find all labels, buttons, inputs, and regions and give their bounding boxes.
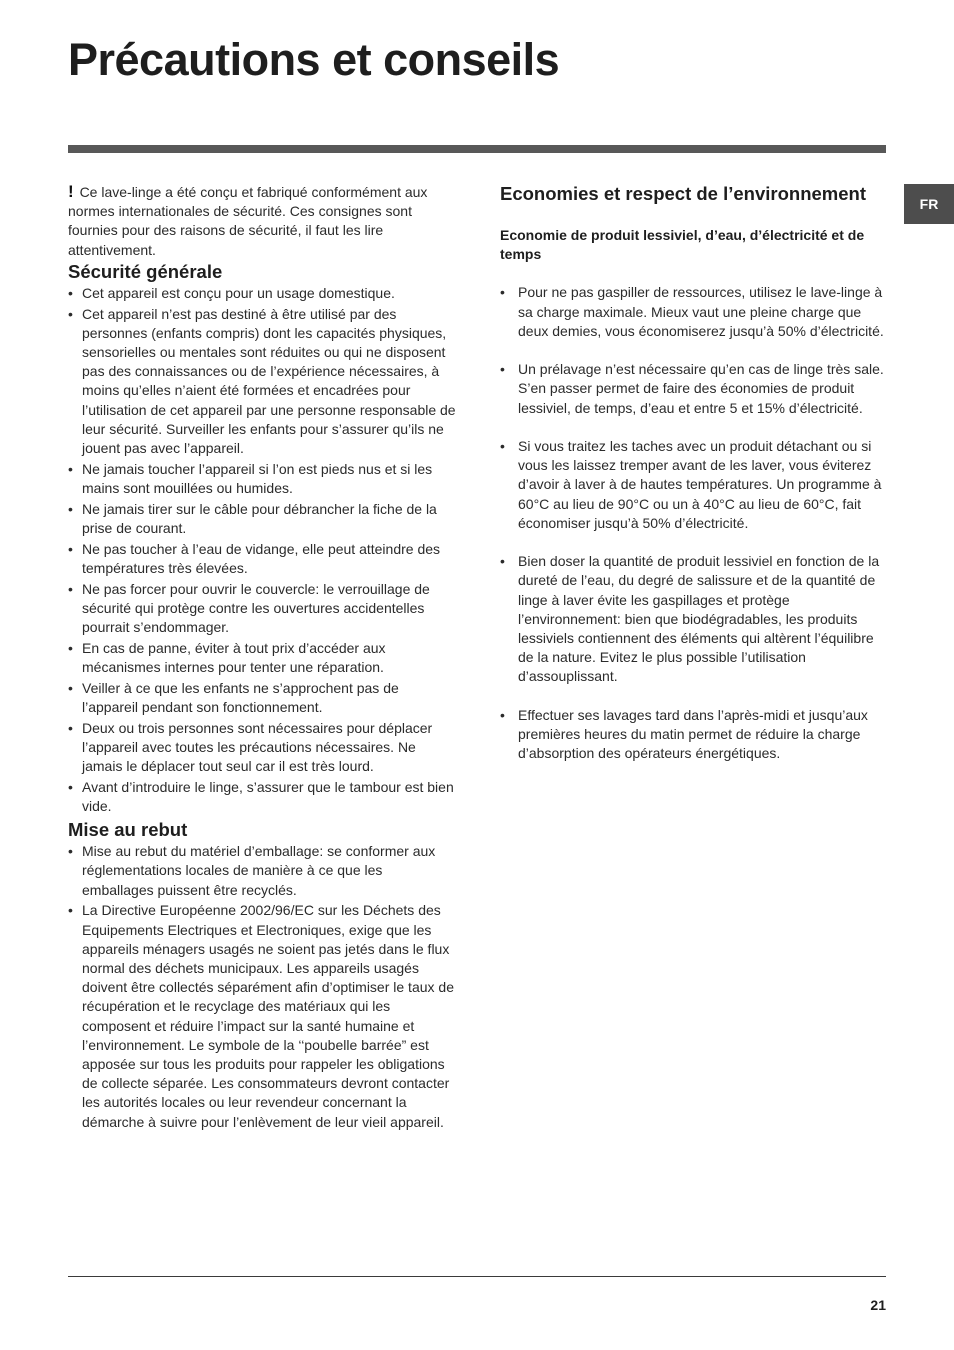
economies-list <box>500 283 886 763</box>
warning-icon: ! <box>68 182 74 201</box>
right-column <box>500 182 886 783</box>
list-item: • Cet appareil est conçu pour un usage domestique. <box>68 284 456 303</box>
rebut-heading: Mise au rebut <box>68 819 188 841</box>
list-item: • Pour ne pas gaspiller de ressources, utilisez le lave-linge à sa charge maximale. Mieux vaut une pleine charge que deux demies, vous économiserez jusqu’à 50% d’électricité. <box>500 283 886 341</box>
page-number: 21 <box>870 1297 886 1313</box>
list-item: • Ne jamais toucher l’appareil si l’on est pieds nus et si les mains sont mouillées ou humides. <box>68 460 456 498</box>
list-item: • En cas de panne, éviter à tout prix d’accéder aux mécanismes internes pour tenter une réparation. <box>68 639 456 677</box>
list-item: • Avant d’introduire le linge, s’assurer que le tambour est bien vide. <box>68 778 456 816</box>
list-item: • Deux ou trois personnes sont nécessaires pour déplacer l’appareil avec toutes les précautions nécessaires. Ne jamais le déplacer tout seul car il est très lourd. <box>68 719 456 777</box>
economies-heading: Economies et respect de l’environnement <box>500 183 866 204</box>
intro-text: Ce lave-linge a été conçu et fabriqué conformément aux normes internationales de sécurité. Ces consignes sont fournies pour des raisons de sécurité, il faut les lire attentivement. <box>68 184 428 258</box>
language-tab: FR <box>904 184 954 224</box>
list-item: • Ne pas toucher à l’eau de vidange, elle peut atteindre des températures très élevées. <box>68 540 456 578</box>
list-item: • Si vous traitez les taches avec un produit détachant ou si vous les laissez tremper avant de les laver, vous éviterez d’avoir à laver à de hautes températures. Un programme à 60°C au lieu de 90°C ou un à 40°C au lieu de 60°C, fait économiser jusqu’à 50% d’électricité. <box>500 437 886 533</box>
header-rule <box>68 145 886 153</box>
list-item: • Effectuer ses lavages tard dans l’après-midi et jusqu’aux premières heures du matin permet de réduire la charge d’absorption des opérateurs énergétiques. <box>500 706 886 764</box>
footer-rule <box>68 1276 886 1277</box>
left-column <box>68 182 456 1133</box>
securite-heading: Sécurité générale <box>68 260 223 282</box>
list-item: • Mise au rebut du matériel d’emballage: se conformer aux réglementations locales de manière à ce que les emballages puissent être recyclés. <box>68 842 456 900</box>
list-item: • Bien doser la quantité de produit lessiviel en fonction de la dureté de l’eau, du degré de salissure et de la quantité de linge à laver évite les gaspillages et protège l’environnement: bien que biodégradables, les produits lessiviels contiennent des éléments qui altèrent l’équilibre de la nature. Evitez le plus possible l’utilisation d’assouplissant. <box>500 552 886 686</box>
list-item: • Veiller à ce que les enfants ne s’approchent pas de l’appareil pendant son fonctionnement. <box>68 679 456 717</box>
rebut-list <box>68 842 456 1132</box>
list-item: • Cet appareil n’est pas destiné à être utilisé par des personnes (enfants compris) dont les capacités physiques, sensorielles ou mentales sont réduites ou qui ne disposent pas des connaissances ou de l’expérience nécessaires, à moins qu’elles n’aient été formées et encadrées pour l’utilisation de cet appareil par une personne responsable de leur sécurité. Surveiller les enfants pour s’assurer qu’ils ne jouent pas avec l’appareil. <box>68 305 456 459</box>
list-item: • La Directive Européenne 2002/96/EC sur les Déchets des Equipements Electriques et Electroniques, exige que les appareils ménagers usagés ne soient pas jetés dans le flux normal des déchets municipaux. Les appareils usagés doivent être collectés séparément afin d’optimiser le taux de récupération et le recyclage des matériaux qui les composent et réduire l’impact sur la santé humaine et l’environnement. Le symbole de la ‘‘poubelle barrée” est apposée sur tous les produits pour rappeler les obligations de collecte séparée. Les consommateurs devront contacter les autorités locales ou leur revendeur concernant la démarche à suivre pour l’enlèvement de leur vieil appareil. <box>68 901 456 1131</box>
economies-subheading: Economie de produit lessiviel, d’eau, d’électricité et de temps <box>500 227 865 263</box>
securite-list <box>68 284 456 817</box>
intro-paragraph <box>68 182 456 260</box>
list-item: • Ne jamais tirer sur le câble pour débrancher la fiche de la prise de courant. <box>68 500 456 538</box>
page-title: Précautions et conseils <box>68 34 560 85</box>
list-item: • Ne pas forcer pour ouvrir le couvercle: le verrouillage de sécurité qui protège contre les ouvertures accidentelles pourrait s’endommager. <box>68 580 456 638</box>
list-item: • Un prélavage n’est nécessaire qu’en cas de linge très sale. S’en passer permet de faire des économies de produit lessiviel, de temps, d’eau et entre 5 et 15% d’électricité. <box>500 360 886 418</box>
